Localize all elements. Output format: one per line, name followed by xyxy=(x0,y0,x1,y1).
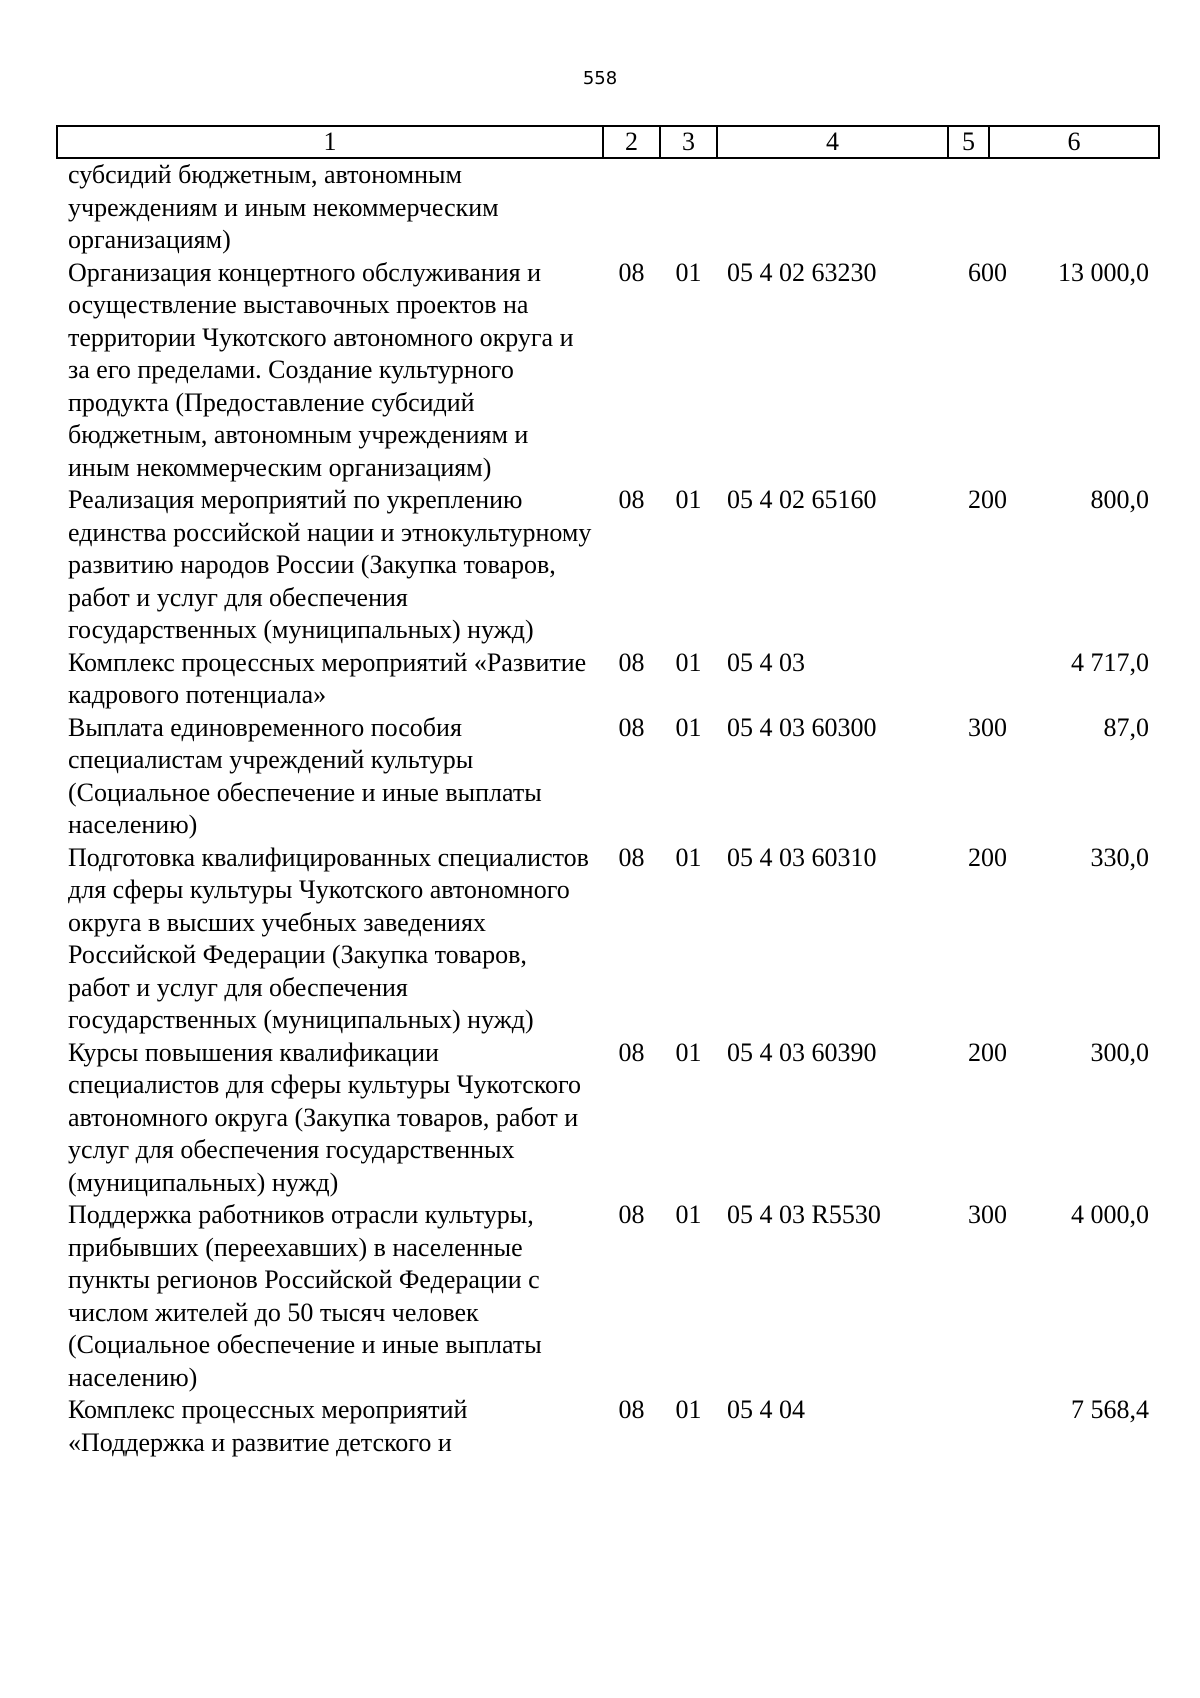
table-row xyxy=(57,647,1159,712)
table-body xyxy=(57,158,1159,1459)
row-name: Курсы повышения квалификации специалистов для сферы культуры Чукотского автономного округа (Закупка товаров, работ и услуг для обеспечения государственных (муниципальных) нужд) xyxy=(68,1037,582,1197)
table-row xyxy=(57,842,1159,1037)
subsection-code: 01 xyxy=(675,257,702,287)
section-code: 08 xyxy=(618,842,645,872)
column-header-2: 2 xyxy=(603,126,660,158)
amount xyxy=(989,158,1159,257)
row-name: Комплекс процессных мероприятий «Развитие кадрового потенциала» xyxy=(68,647,587,709)
target-article-code: 05 4 02 65160 xyxy=(727,485,877,514)
expense-type-code xyxy=(948,158,989,257)
subsection-code: 01 xyxy=(675,712,702,742)
expense-type-code: 300 xyxy=(968,712,1007,742)
amount: 4 717,0 xyxy=(1071,647,1149,677)
row-name: Поддержка работников отрасли культуры, прибывших (переехавших) в населенные пункты регионов Российской Федерации с числом жителей до 50 тысяч человек (Социальное обеспечение и иные выплаты населению) xyxy=(68,1200,542,1392)
section-code: 08 xyxy=(618,257,645,287)
section-code: 08 xyxy=(618,647,645,677)
amount: 87,0 xyxy=(1103,712,1149,742)
table-row xyxy=(57,1199,1159,1394)
column-header-5: 5 xyxy=(948,126,989,158)
column-header-1: 1 xyxy=(57,126,603,158)
amount: 7 568,4 xyxy=(1071,1395,1149,1424)
subsection-code: 01 xyxy=(675,842,702,872)
expense-type-code: 200 xyxy=(968,1037,1007,1067)
expense-type-code xyxy=(948,1394,989,1459)
amount: 800,0 xyxy=(1090,485,1149,514)
budget-table xyxy=(56,125,1160,1459)
table-row xyxy=(57,1394,1159,1459)
expense-type-code: 600 xyxy=(968,257,1007,287)
section-code: 08 xyxy=(618,1037,645,1067)
column-header-6: 6 xyxy=(989,126,1159,158)
table-row xyxy=(57,257,1159,485)
expense-type-code: 200 xyxy=(968,485,1007,514)
table-row xyxy=(57,1037,1159,1200)
row-name: Подготовка квалифицированных специалистов для сферы культуры Чукотского автономного округа в высших учебных заведениях Российской Федерации (Закупка товаров, работ и услуг для обеспечения государственных (муниципальных) нужд) xyxy=(68,842,589,1034)
section-code xyxy=(603,158,660,257)
section-code: 08 xyxy=(618,485,645,514)
column-header-4: 4 xyxy=(717,126,948,158)
subsection-code xyxy=(660,158,717,257)
expense-type-code: 200 xyxy=(968,842,1007,872)
amount: 4 000,0 xyxy=(1071,1200,1149,1229)
amount: 330,0 xyxy=(1090,842,1149,872)
target-article-code: 05 4 02 63230 xyxy=(727,257,877,287)
column-header-3: 3 xyxy=(660,126,717,158)
target-article-code: 05 4 03 60300 xyxy=(727,712,877,742)
target-article-code: 05 4 03 xyxy=(727,647,805,677)
amount: 300,0 xyxy=(1090,1037,1149,1067)
section-code: 08 xyxy=(618,712,645,742)
table-header xyxy=(57,126,1159,158)
subsection-code: 01 xyxy=(675,1395,702,1424)
row-name: Организация концертного обслуживания и осуществление выставочных проектов на территории Чукотского автономного округа и за его пределами. Создание культурного продукта (Предоставление субсидий бюджетным, автономным учреждениям и иным некоммерческим организациям) xyxy=(68,257,574,482)
table-row xyxy=(57,712,1159,842)
table-row xyxy=(57,158,1159,257)
target-article-code: 05 4 03 60310 xyxy=(727,842,877,872)
subsection-code: 01 xyxy=(675,1037,702,1067)
expense-type-code: 300 xyxy=(968,1200,1007,1229)
row-name: Комплекс процессных мероприятий «Поддержка и развитие детского и xyxy=(68,1395,468,1457)
target-article-code: 05 4 03 R5530 xyxy=(727,1200,881,1229)
subsection-code: 01 xyxy=(675,647,702,677)
subsection-code: 01 xyxy=(675,1200,702,1229)
header-row xyxy=(57,126,1159,158)
section-code: 08 xyxy=(618,1200,645,1229)
row-name: Реализация мероприятий по укреплению единства российской нации и этнокультурному развитию народов России (Закупка товаров, работ и услуг для обеспечения государственных (муниципальных) нужд) xyxy=(68,485,592,644)
target-article-code: 05 4 04 xyxy=(727,1395,805,1424)
subsection-code: 01 xyxy=(675,485,702,514)
page-number: 558 xyxy=(582,68,618,89)
table-row xyxy=(57,484,1159,647)
target-article-code xyxy=(717,158,948,257)
expense-type-code xyxy=(948,647,989,712)
amount: 13 000,0 xyxy=(1058,257,1149,287)
target-article-code: 05 4 03 60390 xyxy=(727,1037,877,1067)
row-name: Выплата единовременного пособия специалистам учреждений культуры (Социальное обеспечение и иные выплаты населению) xyxy=(68,712,542,839)
section-code: 08 xyxy=(618,1395,645,1424)
row-name: субсидий бюджетным, автономным учреждениям и иным некоммерческим организациям) xyxy=(68,160,499,254)
